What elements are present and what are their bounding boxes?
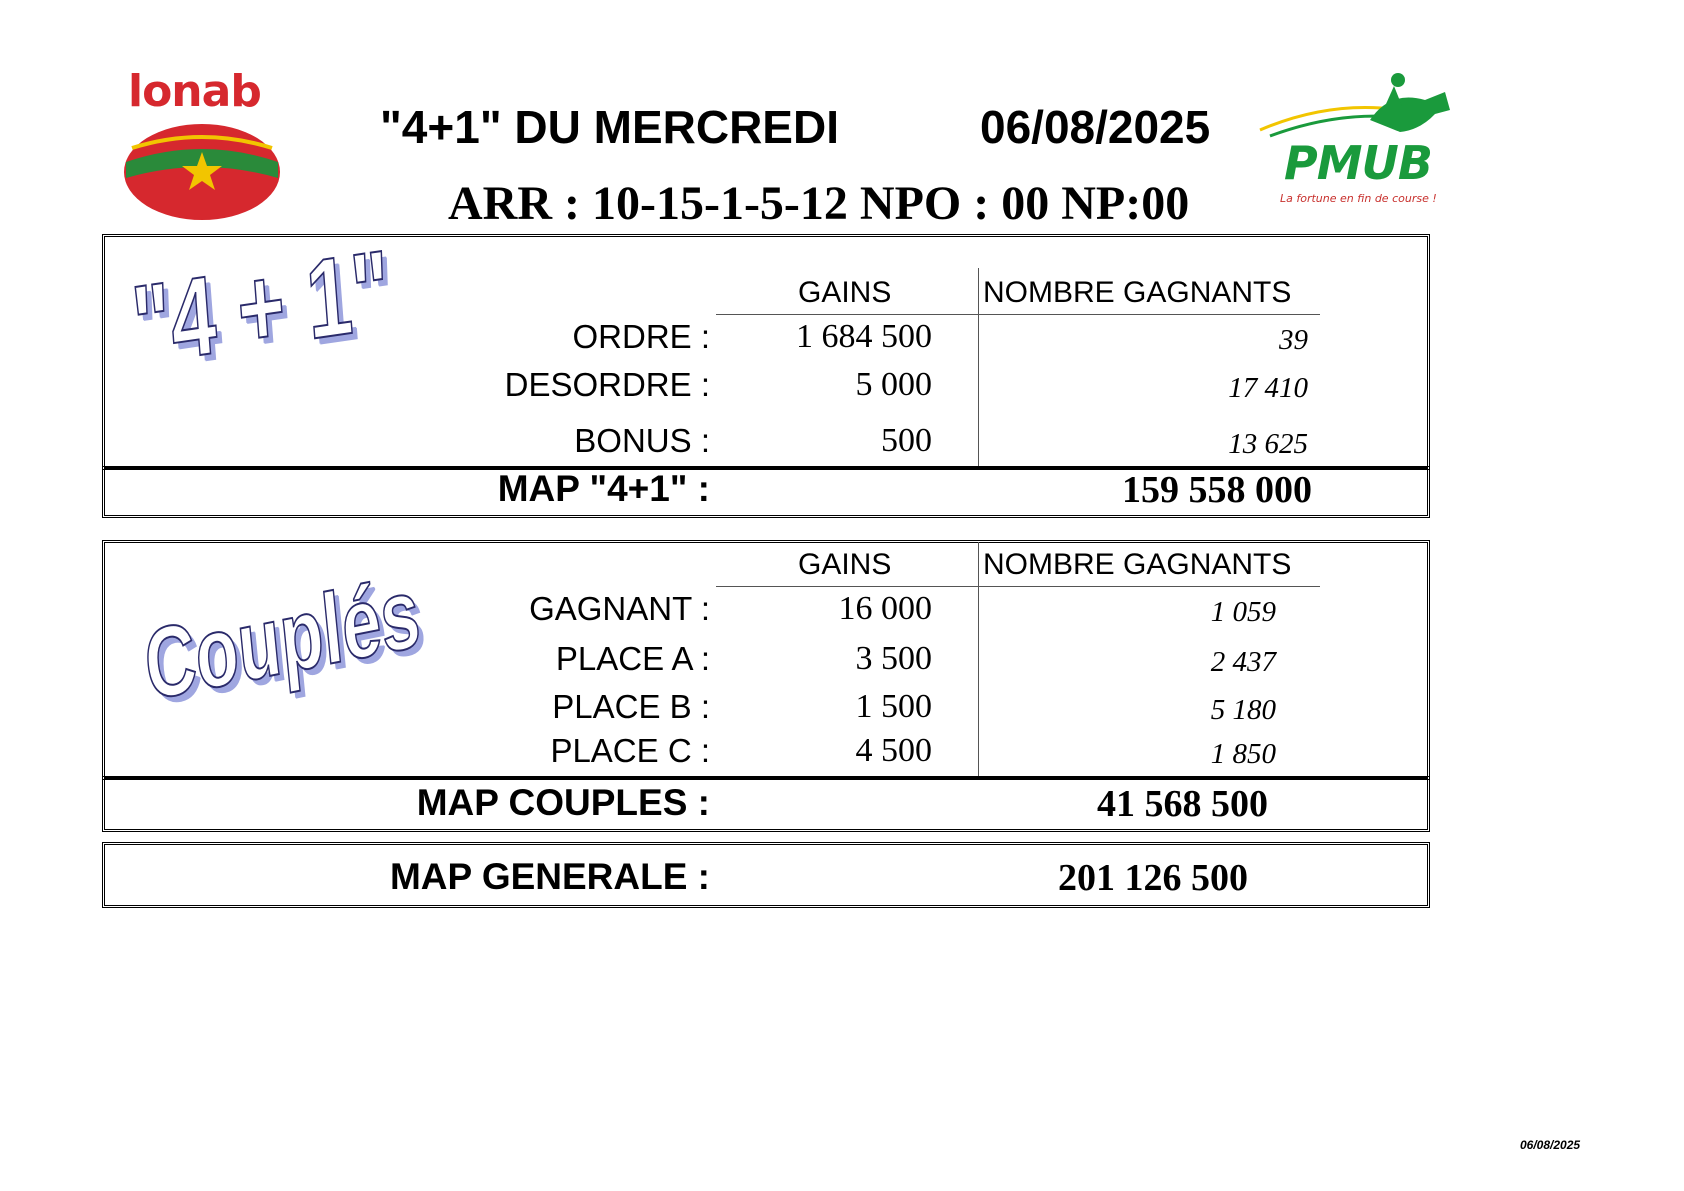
map-general-value: 201 126 500 — [1058, 857, 1248, 899]
section-couples-emblem: Couplés — [140, 556, 425, 722]
lonab-logo — [112, 66, 292, 226]
row-gain: 3 500 — [855, 640, 932, 677]
row-label: BONUS : — [574, 422, 710, 459]
map-4plus1-label: MAP "4+1" : — [497, 468, 710, 509]
pmub-logo-text: PMUB — [1284, 136, 1432, 190]
col-gains-header: GAINS — [798, 548, 892, 581]
row-winners: 1 850 — [1210, 738, 1276, 770]
pmub-logo — [1250, 70, 1460, 215]
section-4plus1-emblem: "4 + 1" — [128, 226, 395, 389]
row-gain: 5 000 — [855, 366, 932, 403]
row-label: PLACE C : — [550, 732, 710, 769]
page-title: "4+1" DU MERCREDI — [380, 101, 839, 153]
map-4plus1-value: 159 558 000 — [1122, 469, 1312, 511]
lonab-logo-text: lonab — [128, 66, 261, 117]
row-gain: 1 684 500 — [796, 318, 932, 355]
row-gain: 16 000 — [838, 590, 932, 627]
column-divider — [978, 268, 979, 466]
row-winners: 2 437 — [1210, 646, 1276, 678]
row-label: PLACE A : — [555, 640, 710, 677]
row-label: DESORDRE : — [504, 366, 710, 403]
row-winners: 1 059 — [1210, 596, 1276, 628]
row-label: PLACE B : — [552, 688, 710, 725]
column-divider — [978, 542, 979, 776]
row-winners: 17 410 — [1228, 372, 1308, 404]
row-winners: 5 180 — [1210, 694, 1276, 726]
row-winners: 39 — [1279, 324, 1308, 356]
map-couples-value: 41 568 500 — [1097, 783, 1268, 825]
header-underline — [716, 314, 1320, 315]
col-winners-header: NOMBRE GAGNANTS — [983, 276, 1292, 309]
arrival-line: ARR : 10-15-1-5-12 NPO : 00 NP:00 — [448, 177, 1190, 230]
pmub-slogan: La fortune en fin de course ! — [1280, 192, 1437, 205]
col-winners-header: NOMBRE GAGNANTS — [983, 548, 1292, 581]
lonab-emblem-icon — [112, 66, 292, 226]
row-gain: 1 500 — [855, 688, 932, 725]
col-gains-header: GAINS — [798, 276, 892, 309]
row-gain: 500 — [881, 422, 932, 459]
map-couples-label: MAP COUPLES : — [416, 782, 710, 823]
row-label: ORDRE : — [572, 318, 710, 355]
footer-date: 06/08/2025 — [1520, 1138, 1581, 1152]
row-winners: 13 625 — [1228, 428, 1308, 460]
row-gain: 4 500 — [855, 732, 932, 769]
header-underline — [716, 586, 1320, 587]
row-label: GAGNANT : — [529, 590, 710, 627]
title-date: 06/08/2025 — [980, 101, 1211, 153]
map-general-label: MAP GENERALE : — [389, 856, 710, 897]
